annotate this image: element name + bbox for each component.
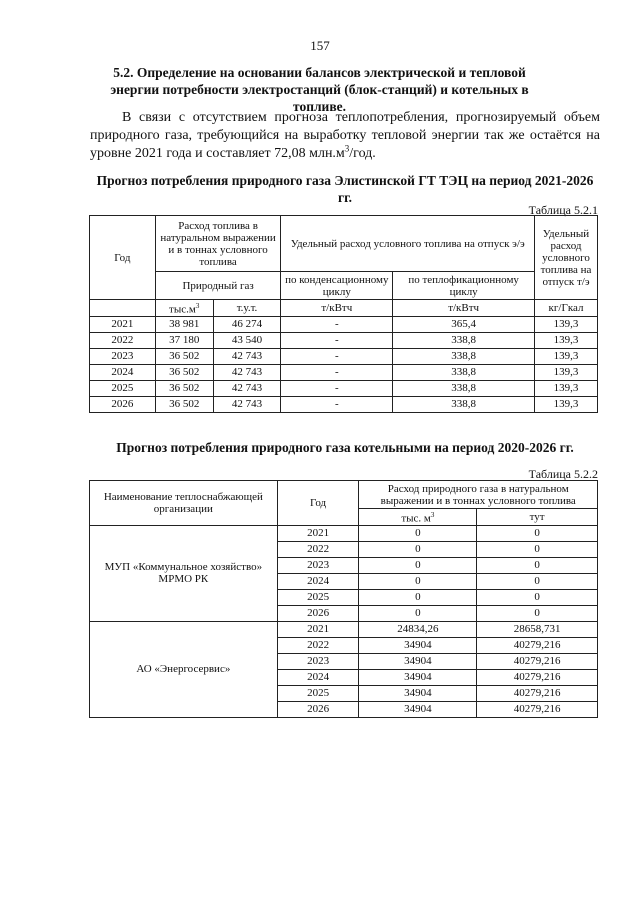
t2-cell-m3: 34904	[359, 637, 477, 653]
t1-unit-m3: $тыс.м^3$	[155, 300, 213, 317]
t2-cell-year: 2024	[277, 573, 359, 589]
t1-cell-year: 2025	[90, 380, 156, 396]
section-heading: 5.2. Определение на основании балансов электрической и тепловой энергии потребности электростанций (блок-станций) и котельных в топливе.	[110, 65, 529, 114]
t1-cell-spec: 139,3	[535, 396, 598, 412]
t1-cell-spec: 139,3	[535, 348, 598, 364]
t2-header-year: Год	[277, 481, 359, 526]
t2-cell-year: 2026	[277, 605, 359, 621]
table-row	[90, 525, 598, 541]
t2-cell-tut: 0	[477, 541, 598, 557]
t1-cell-year: 2021	[90, 316, 156, 332]
t2-cell-year: 2025	[277, 685, 359, 701]
t1-unit-kwh-cond: т/кВтч	[281, 300, 393, 317]
table-row	[90, 396, 598, 412]
t2-cell-m3: 34904	[359, 685, 477, 701]
t1-cell-cond: -	[281, 380, 393, 396]
t2-cell-m3: 24834,26	[359, 621, 477, 637]
t1-cell-m3: 36 502	[155, 364, 213, 380]
t2-cell-m3: 0	[359, 541, 477, 557]
t1-cell-heat: 338,8	[393, 396, 535, 412]
t1-cell-year: 2023	[90, 348, 156, 364]
paragraph-text: В связи с отсутствием прогноза теплопотребления, прогнозируемый объем природного газа, требующийся на выработку тепловой энергии так же остаётся на уровне 2021 года и составляет 72,08 млн.м	[90, 110, 600, 161]
t2-cell-org: АО «Энергосервис»	[90, 621, 278, 717]
t2-unit-tut: тут	[477, 509, 598, 526]
t2-cell-m3: 34904	[359, 701, 477, 717]
table2-title: Прогноз потребления природного газа котельными на период 2020-2026 гг.	[116, 440, 574, 455]
t1-unit-kwh-heat: т/кВтч	[393, 300, 535, 317]
t1-cell-spec: 139,3	[535, 316, 598, 332]
t2-cell-year: 2021	[277, 525, 359, 541]
t1-cell-heat: 338,8	[393, 332, 535, 348]
table2-caption: Таблица 5.2.2	[528, 467, 598, 481]
t1-cell-tut: 46 274	[213, 316, 281, 332]
table-row	[90, 364, 598, 380]
t1-cell-year: 2024	[90, 364, 156, 380]
t1-cell-cond: -	[281, 396, 393, 412]
t2-cell-year: 2024	[277, 669, 359, 685]
t1-header-fuel: Расход топлива в натуральном выражении и в тоннах условного топлива	[155, 216, 281, 272]
t1-cell-spec: 139,3	[535, 364, 598, 380]
body-paragraph	[90, 109, 600, 163]
t1-cell-heat: 338,8	[393, 348, 535, 364]
t2-cell-year: 2022	[277, 541, 359, 557]
t2-cell-year: 2023	[277, 653, 359, 669]
t1-cell-cond: -	[281, 364, 393, 380]
t1-cell-heat: 338,8	[393, 364, 535, 380]
t2-header-consumption: Расход природного газа в натуральном выражении и в тоннах условного топлива	[359, 481, 598, 509]
t2-cell-tut: 40279,216	[477, 669, 598, 685]
t2-cell-org: МУП «Коммунальное хозяйство» МРМО РК	[90, 525, 278, 621]
t1-cell-m3: 38 981	[155, 316, 213, 332]
t1-cell-heat: 365,4	[393, 316, 535, 332]
t2-cell-tut: 40279,216	[477, 637, 598, 653]
t1-cell-tut: 42 743	[213, 348, 281, 364]
t2-cell-tut: 40279,216	[477, 701, 598, 717]
t1-unit-empty	[90, 300, 156, 317]
table-row	[90, 332, 598, 348]
t1-cell-tut: 42 743	[213, 380, 281, 396]
t2-cell-m3: 0	[359, 573, 477, 589]
t2-cell-tut: 0	[477, 525, 598, 541]
t1-cell-year: 2026	[90, 396, 156, 412]
t1-cell-spec: 139,3	[535, 380, 598, 396]
t1-header-gas: Природный газ	[155, 272, 281, 300]
t2-header-org: Наименование теплоснабжающей организации	[90, 481, 278, 526]
t2-cell-year: 2023	[277, 557, 359, 573]
t1-cell-tut: 42 743	[213, 364, 281, 380]
t2-cell-m3: 0	[359, 557, 477, 573]
table-row	[90, 380, 598, 396]
t2-cell-year: 2025	[277, 589, 359, 605]
t2-cell-m3: 0	[359, 589, 477, 605]
t2-cell-tut: 0	[477, 557, 598, 573]
t1-cell-cond: -	[281, 332, 393, 348]
page-number: 157	[310, 38, 330, 53]
t2-cell-tut: 0	[477, 589, 598, 605]
t1-cell-m3: 36 502	[155, 348, 213, 364]
t2-cell-m3: 0	[359, 605, 477, 621]
t1-cell-tut: 42 743	[213, 396, 281, 412]
t2-cell-year: 2026	[277, 701, 359, 717]
t1-cell-cond: -	[281, 316, 393, 332]
t2-cell-year: 2021	[277, 621, 359, 637]
t1-header-specific-heat: Удельный расход условного топлива на отпуск т/э	[535, 216, 598, 300]
t1-header-specific: Удельный расход условного топлива на отпуск э/э	[281, 216, 535, 272]
t1-cell-m3: 36 502	[155, 396, 213, 412]
t1-cell-heat: 338,8	[393, 380, 535, 396]
t2-cell-m3: 34904	[359, 653, 477, 669]
table2	[89, 480, 598, 718]
t2-cell-tut: 40279,216	[477, 653, 598, 669]
table-row	[90, 621, 598, 637]
t1-cell-tut: 43 540	[213, 332, 281, 348]
table1-caption: Таблица 5.2.1	[528, 203, 598, 217]
table-row	[90, 348, 598, 364]
t2-cell-m3: 0	[359, 525, 477, 541]
t2-unit-m3: тыс. $м^3$	[359, 509, 477, 526]
t1-header-heating: по теплофикационному циклу	[393, 272, 535, 300]
t2-cell-tut: 28658,731	[477, 621, 598, 637]
table1-title: Прогноз потребления природного газа Элистинской ГТ ТЭЦ на период 2021-2026 гг.	[96, 173, 594, 205]
paragraph-sup: 3	[344, 143, 350, 154]
paragraph-text-end: /год.	[349, 146, 376, 161]
t2-cell-tut: 0	[477, 605, 598, 621]
t1-header-condensation: по конденсационному циклу	[281, 272, 393, 300]
t1-unit-tut: т.у.т.	[213, 300, 281, 317]
t1-cell-year: 2022	[90, 332, 156, 348]
t1-cell-cond: -	[281, 348, 393, 364]
t2-cell-tut: 40279,216	[477, 685, 598, 701]
t2-cell-year: 2022	[277, 637, 359, 653]
t1-header-year: Год	[90, 216, 156, 300]
t1-cell-spec: 139,3	[535, 332, 598, 348]
t1-unit-gcal: кг/Гкал	[535, 300, 598, 317]
t1-cell-m3: 37 180	[155, 332, 213, 348]
table1	[89, 215, 598, 413]
t1-cell-m3: 36 502	[155, 380, 213, 396]
table-row	[90, 316, 598, 332]
t2-cell-tut: 0	[477, 573, 598, 589]
t2-cell-m3: 34904	[359, 669, 477, 685]
